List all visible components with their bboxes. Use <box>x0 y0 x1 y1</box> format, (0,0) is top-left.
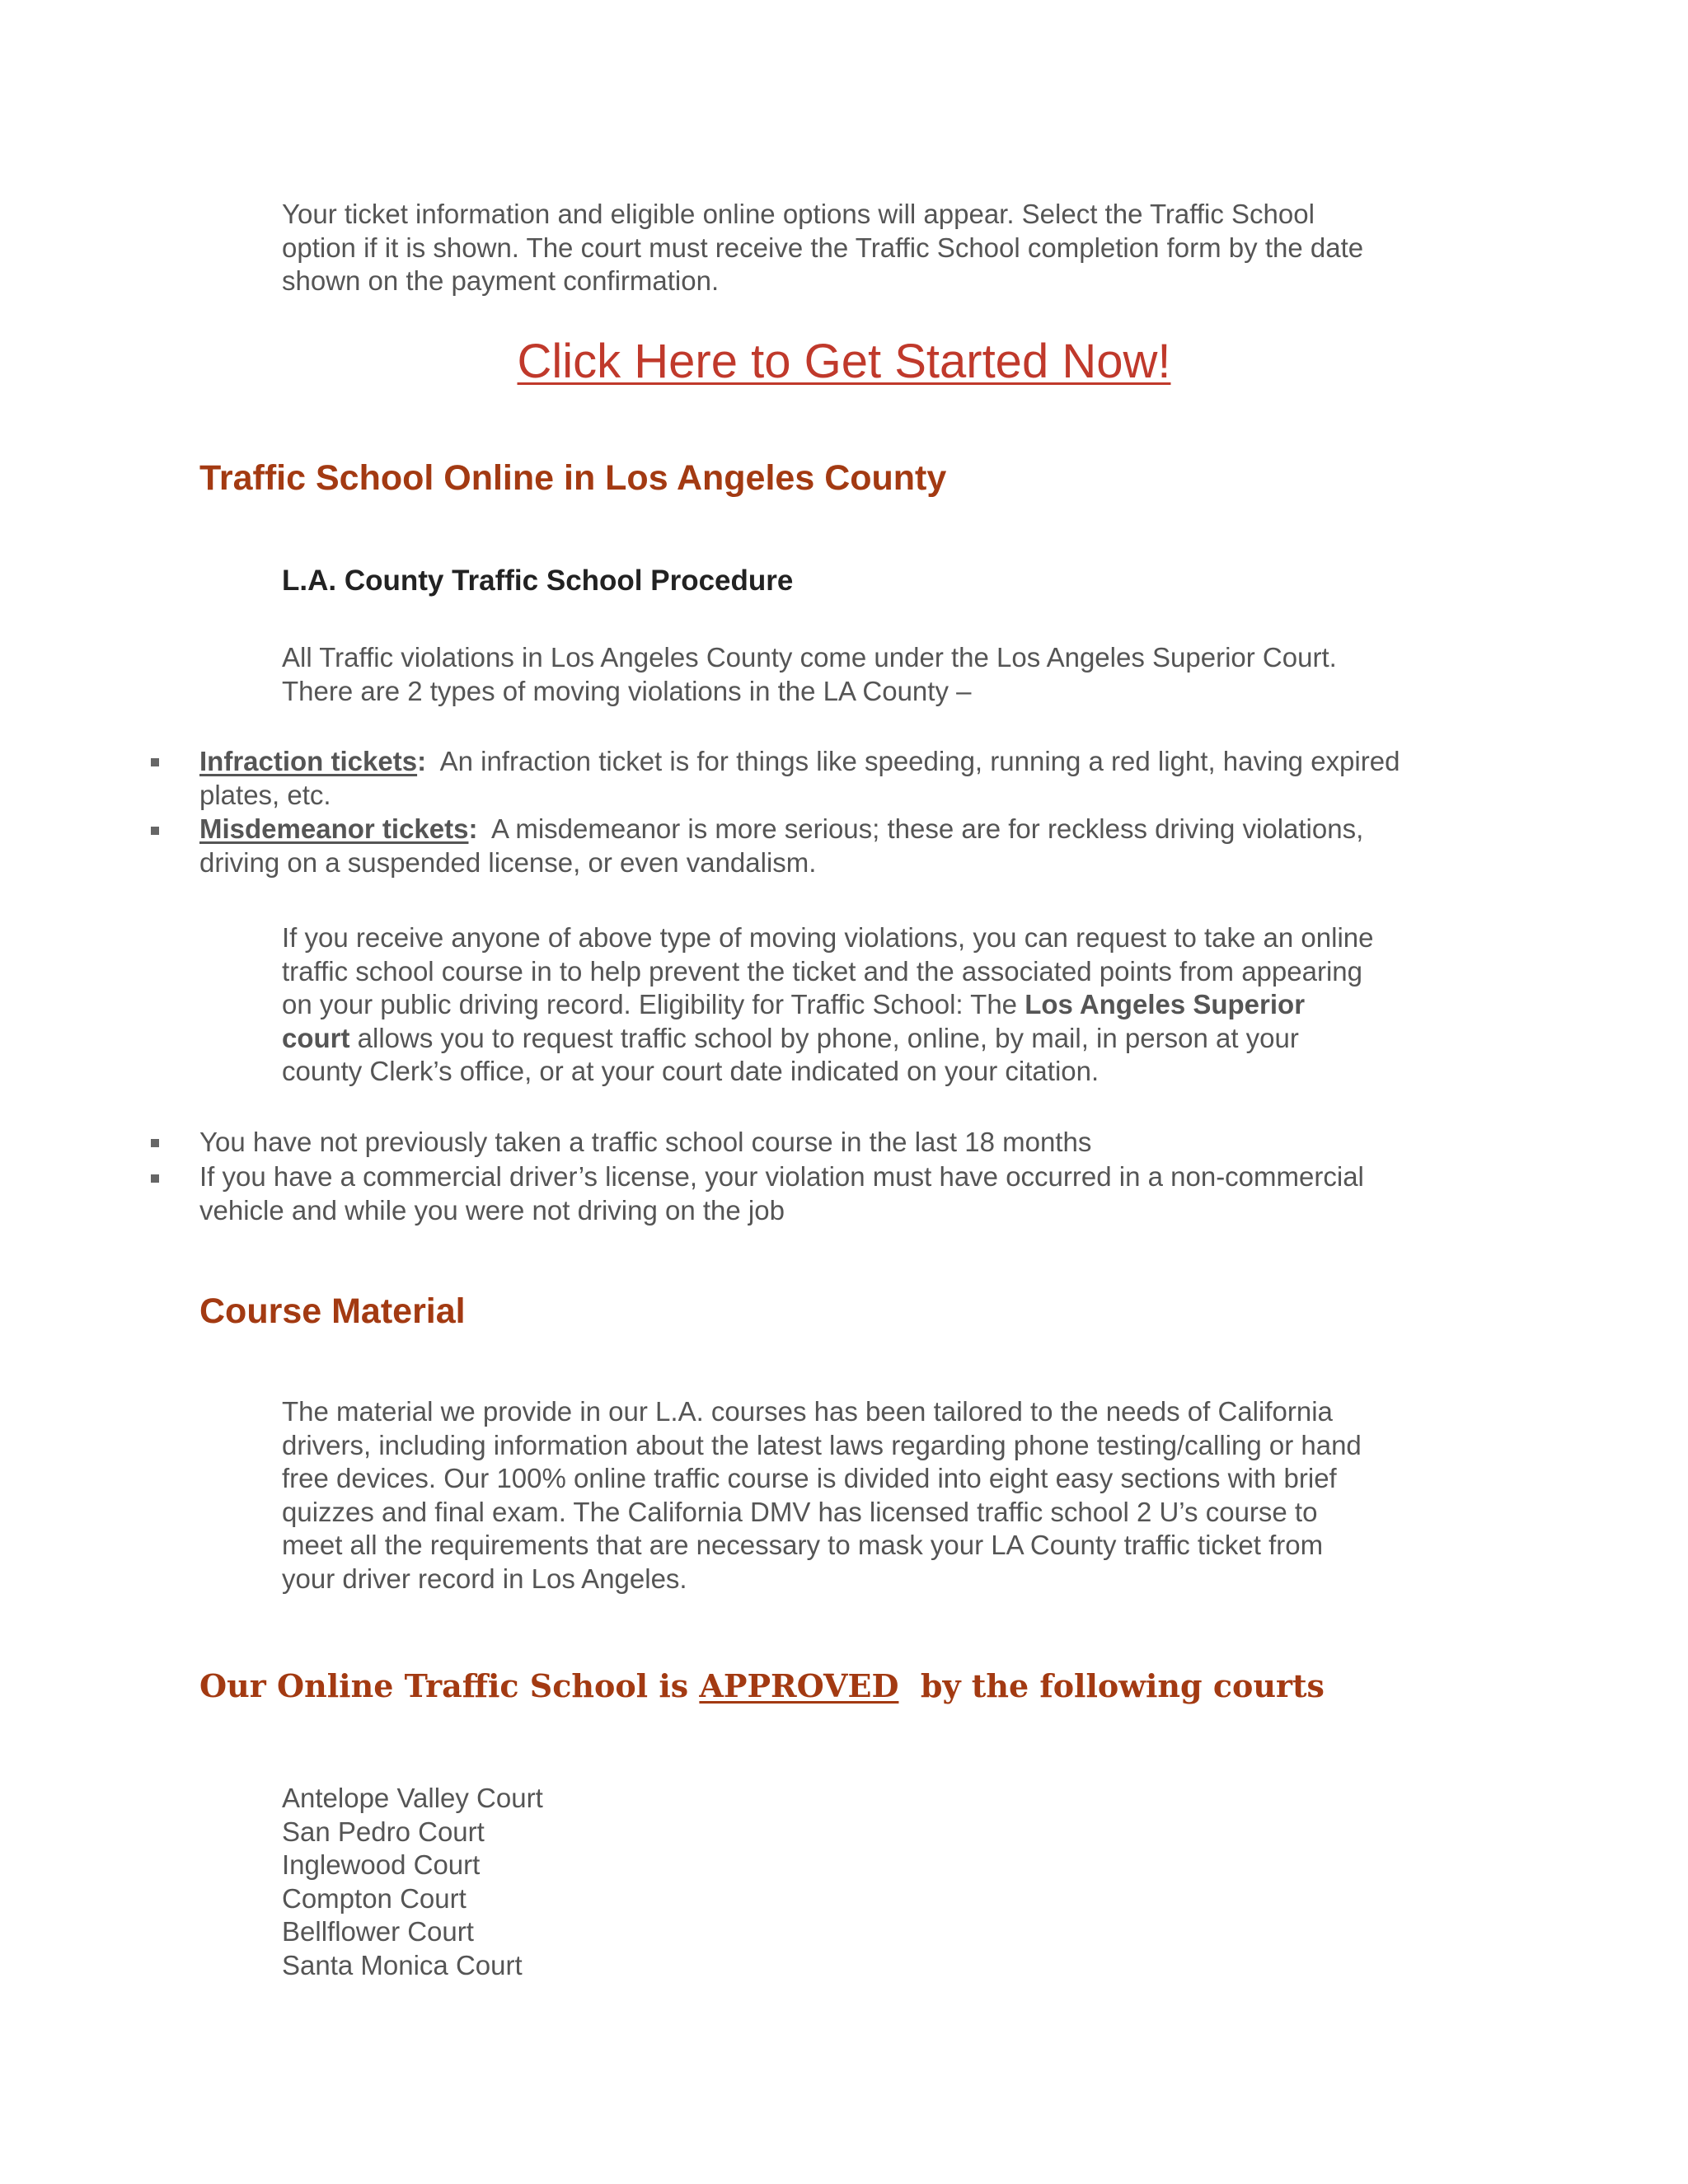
eligibility-bullet-2-line-2: vehicle and while you were not driving on the job <box>199 1194 785 1226</box>
eligibility-line-2: traffic school course in to help prevent the ticket and the associated points from appearing <box>282 955 1362 987</box>
eligibility-paragraph <box>282 921 1518 1089</box>
term-infraction: Infraction tickets <box>199 746 418 776</box>
intro-line-2: option if it is shown. The court must receive the Traffic School completion form by the date <box>282 232 1364 263</box>
bullet-marker <box>151 1139 159 1147</box>
approved-underlined: APPROVED <box>699 1667 899 1704</box>
list-item: Antelope Valley Court <box>282 1783 543 1813</box>
cta-container <box>0 333 1688 391</box>
list-item-infraction <box>199 745 1518 812</box>
section-heading-approved-courts <box>199 1666 1601 1706</box>
bullet-marker <box>151 758 159 766</box>
procedure-line-2: There are 2 types of moving violations in the LA County – <box>282 675 972 706</box>
eligibility-line-4: allows you to request traffic school by phone, online, by mail, in person at your <box>349 1022 1299 1053</box>
course-line-3: free devices. Our 100% online traffic course is divided into eight easy sections with brief <box>282 1463 1337 1493</box>
subheading-procedure: L.A. County Traffic School Procedure <box>282 565 794 597</box>
procedure-line-1: All Traffic violations in Los Angeles County come under the Los Angeles Superior Court. <box>282 642 1337 673</box>
list-item: San Pedro Court <box>282 1816 485 1847</box>
course-line-4: quizzes and final exam. The California DMV has licensed traffic school 2 U’s course to <box>282 1496 1318 1527</box>
eligibility-bullet-2-line-1: If you have a commercial driver’s license, your violation must have occurred in a non-commercial <box>199 1161 1364 1192</box>
eligibility-bullet-1: You have not previously taken a traffic school course in the last 18 months <box>199 1127 1092 1157</box>
intro-line-1: Your ticket information and eligible online options will appear. Select the Traffic School <box>282 199 1315 229</box>
misdemeanor-text-2: driving on a suspended license, or even vandalism. <box>199 846 817 878</box>
eligibility-line-1: If you receive anyone of above type of moving violations, you can request to take an online <box>282 922 1374 953</box>
intro-paragraph <box>282 198 1518 298</box>
list-item: Compton Court <box>282 1882 467 1914</box>
eligibility-line-5: county Clerk’s office, or at your court date indicated on your citation. <box>282 1056 1100 1086</box>
procedure-paragraph <box>282 641 1518 708</box>
section-heading-course-material: Course Material <box>199 1291 466 1331</box>
colon: : <box>417 746 427 776</box>
heading-text: Our Online Traffic School is <box>199 1667 700 1704</box>
bullet-marker <box>151 1174 159 1183</box>
list-item-misdemeanor <box>199 813 1518 879</box>
court-word-bold: court <box>282 1022 350 1053</box>
course-material-paragraph <box>282 1395 1518 1596</box>
section-heading-traffic-school: Traffic School Online in Los Angeles County <box>199 458 947 498</box>
courts-list <box>282 1782 1106 1982</box>
colon: : <box>468 813 478 844</box>
list-item: Inglewood Court <box>282 1849 481 1880</box>
misdemeanor-text-1: A misdemeanor is more serious; these are for reckless driving violations, <box>477 813 1364 844</box>
list-item: Bellflower Court <box>282 1916 474 1947</box>
court-name-bold: Los Angeles Superior <box>1025 989 1306 1019</box>
heading-text: by the following courts <box>898 1667 1325 1704</box>
get-started-link[interactable]: Click Here to Get Started Now! <box>517 335 1171 388</box>
eligibility-line-3: on your public driving record. Eligibility for Traffic School: The <box>282 989 1025 1019</box>
list-item-eligibility-2 <box>199 1160 1518 1227</box>
course-line-6: your driver record in Los Angeles. <box>282 1563 687 1594</box>
bullet-marker <box>151 827 159 835</box>
list-item-eligibility-1 <box>199 1126 1518 1160</box>
term-misdemeanor: Misdemeanor tickets <box>199 813 469 844</box>
intro-line-3: shown on the payment confirmation. <box>282 265 720 296</box>
list-item: Santa Monica Court <box>282 1949 523 1980</box>
infraction-text-1: An infraction ticket is for things like speeding, running a red light, having expired <box>426 746 1400 776</box>
infraction-text-2: plates, etc. <box>199 779 331 810</box>
course-line-5: meet all the requirements that are necessary to mask your LA County traffic ticket from <box>282 1530 1324 1560</box>
course-line-1: The material we provide in our L.A. courses has been tailored to the needs of California <box>282 1396 1333 1427</box>
course-line-2: drivers, including information about the latest laws regarding phone testing/calling or hand <box>282 1429 1362 1460</box>
